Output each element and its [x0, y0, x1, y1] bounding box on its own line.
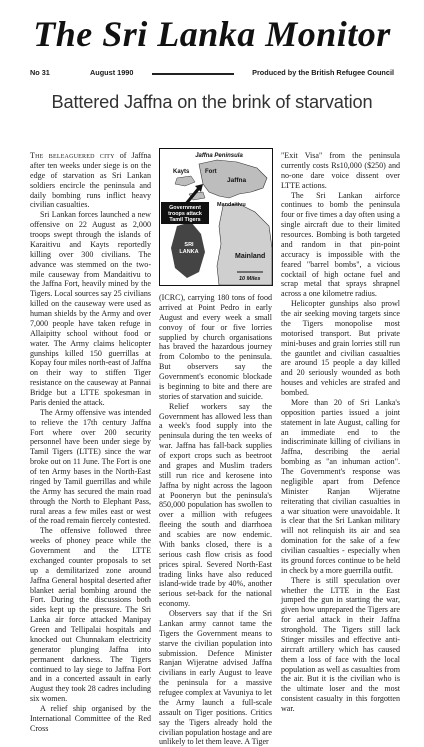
jaffna-map [159, 148, 273, 286]
article-headline: Battered Jaffna on the brink of starvation [51, 92, 373, 112]
masthead-rule [152, 73, 234, 75]
map-graphic [159, 148, 273, 286]
inset-label-lanka: LANKA [179, 249, 199, 255]
label-tigers: Tamil Tigers [169, 217, 201, 223]
article-paragraph: (ICRC), carrying 180 tons of food arrived at Point Pedro in early August and every week a small convoy of four or five lorries supplied by church organisations has braved the hazardous journey from Colombo to the peninsula. But observers say the Government's economic blockade is beginning to bite and there are stories of starvation and suicide. [159, 293, 272, 401]
label-scale: 10 Miles [239, 276, 261, 282]
article-column-3 [281, 151, 400, 713]
article-paragraph: Observers say that if the Sri Lankan army cannot tame the Tigers the Government means to starve the civilian population into submission. Defence Minister Ranjan Wijeratne advised Jaffna civilians in early August to leave the peninsula for a massive refugee complex at Vavuniya to let the Army launch a full-scale assault on Tiger positions. Critics say the Tigers already hold the civilian population hostage and are unlikely to let them leave. A Tiger [159, 609, 272, 747]
article-paragraph: A relief ship organised by the International Committee of the Red Cross [30, 704, 151, 733]
inset-label-sri: SRI [184, 242, 194, 248]
issue-line [30, 68, 394, 80]
article-column-2 [159, 293, 272, 747]
article-paragraph: More than 20 of Sri Lanka's opposition parties issued a joint statement in late August, calling for an immediate end to the indiscriminate killing of civilians in Jaffna, describing the aerial bombing as "an inhuman action". The Government's response was negligible apart from Defence Minister Ranjan Wijeratne reiterating that civilian casualties in a war situation were unavoidable. It is clear that the Sri Lankan military will not relinquish its air and sea domination for the sake of a few civilian casualties - especially when its ground forces continue to be held in check by a more guerrilla outfit. [281, 397, 400, 575]
article-paragraph: There is still speculation over whether the LTTE in the East jumped the gun in starting the war, given how unprepared the Tigers are for aerial attack in their Jaffna stronghold. The Tigers still lack Stinger missiles and effective anti-aircraft artillery which has caused them a loss of face with the local population as well as casualties from the air. But it is the civilian who is the ultimate loser and the most consistent casualty in this forgotten war. [281, 575, 400, 713]
article-paragraph: Relief workers say the Government has allowed less than a week's food supply into the peninsula during the ten weeks of war. Jaffna has fall-back supplies of export crops such as beetroot and grapes and Muslim traders still run rice and kerosene into Jaffna by night across the lagoon at Pooneryn but the peninsula's 850,000 population has swollen to over a million with refugees fleeing the south and diarrhoea and scabies are now endemic. With banks closed, there is a serious cash flow crisis as food prices spiral. Severed North-East trading links have also reduced island-wide trade by 40%, another serious set-back for the national economy. [159, 401, 272, 609]
issue-date: August 1990 [90, 68, 134, 77]
masthead-title: The Sri Lanka Monitor [33, 14, 391, 54]
article-paragraph: "Exit Visa" from the peninsula currently costs Rs10,000 ($250) and no-one dare voice dissent over LTTE actions. [281, 151, 400, 190]
article-paragraph: The Sri Lankan airforce continues to bomb the peninsula four or five times a day often using a single aircraft due to their limited resources. Bombing is both targeted and random in that pin-point accuracy is impossible with the feared "barrel bombs", a vicious cocktail of high octane fuel and scrap metal that sprays shrapnel across a one kilometre radius. [281, 190, 400, 299]
article-paragraph: Helicopter gunships also prowl the air seeking moving targets since the Tigers monopolise most motorised transport. But private mini-buses and grain lorries still run the gauntlet and civilian casualties are around 15 people a day killed and 20 seriously wounded as both houses and vehicles are strafed and bombed. [281, 299, 400, 397]
article-paragraph [30, 151, 151, 210]
label-mandaitivu: Mandaitivu [217, 202, 246, 208]
paragraph-text: of Jaffna after ten weeks under siege is on the edge of starvation as Sri Lankan soldiers encircle the peninsula and daily bombing runs inflict heavy civilian casualties. [30, 151, 151, 210]
label-kayts: Kayts [173, 169, 190, 175]
article-paragraph: The offensive followed three weeks of phoney peace while the Government and the LTTE exchanged counter proposals to set up a demilitarized zone around Jaffna General hospital deserted after blanket aerial bombing around the Fort. During the discussions both sides kept up the pressure. The Sri Lanka air force attacked Manipay Green and Tellipalai hospitals and knocked out Chunnakam electricity generator plunging Jaffna into permanent darkness. The Tigers continued to lay siege to Jaffna Fort and in a concerted assault in early August they took 28 cadres including six women. [30, 526, 151, 704]
lead-in: The beleaguered city [30, 151, 115, 160]
label-mainland: Mainland [235, 253, 266, 260]
label-troops: troops attack [168, 211, 202, 217]
map-title: Jaffna Peninsula [195, 153, 243, 159]
issue-number: No 31 [30, 68, 50, 77]
label-fort: Fort [205, 169, 217, 175]
article-paragraph: The Army offensive was intended to relieve the 17th century Jaffna Fort where over 200 security personnel have been under siege by Tamil Tigers (LTTE) since the war broke out on 11 June. The Fort is one of ten Army bases in the North-East ringed by Tamil guerrillas and while the Army has secured the main road through the North to Elephant Pass, rural areas a few miles east or west of the road remain fiercely contested. [30, 407, 151, 526]
producer-credit: Produced by the British Refugee Council [252, 68, 394, 77]
article-column-1 [30, 151, 151, 733]
article-paragraph: Sri Lankan forces launched a new offensive on 22 August as 2,000 troops swept through the islands of Karaitivu and Kayts reportedly killing over 300 civilians. The advance was stemmed on the two-mile causeway from Mandaitivu to the Jaffna Fort, heavily mined by the Tigers. Local sources say 25 civilians killed on the causeway were used as human shields by the Army and over 7,000 people have taken refuge in Allaipitty school without food or water. The Army claims helicopter gunships killed 150 guerrillas at Kopay four miles north-east of Jaffna on their way to stiffen Tiger resistance on the causeway at Pannai Bridge but a LTTE spokesman in Paris denied the attack. [30, 210, 151, 407]
label-government: Government [169, 205, 201, 211]
label-jaffna: Jaffna [227, 177, 247, 184]
